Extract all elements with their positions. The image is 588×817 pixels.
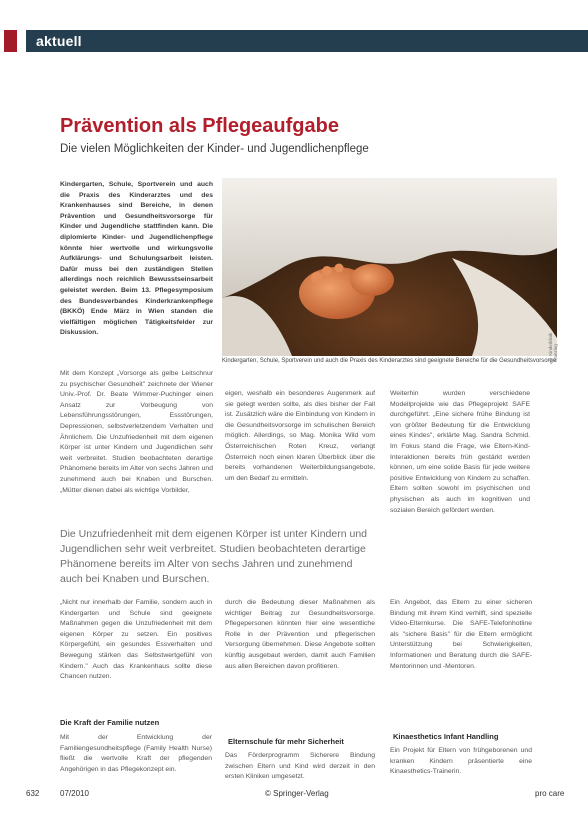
- subsection-1-text: [60, 733, 212, 775]
- bottom-column-2: [225, 598, 375, 672]
- subsection-3-text: [390, 746, 532, 778]
- bottom-column-2-paragraph: durch die Bedeutung dieser Maßnahmen als wichtiger Beitrag zur Gesundheitsvorsorge. Pflegepersonen könnten hier eine wesentliche Rolle in der Prävention und pflegerischen Versorgung übernehmen. Diese Angebote sollten künftig ausgebaut werden, damit auch Familien aus allen Bereichen davon profitieren.: [225, 599, 375, 670]
- section-header-bar: [26, 30, 588, 52]
- page-number: 632: [26, 789, 40, 798]
- subsection-3-paragraph: Ein Projekt für Eltern von frühgeborenen und kranken Kindern präsentierte eine Kinaesthetics-Trainerin.: [390, 747, 532, 776]
- bottom-column-3: [390, 598, 532, 672]
- baby-feet-photo: [222, 178, 557, 356]
- column-3-paragraph: Weiterhin wurden verschiedene Modellprojekte wie das Pflegeprojekt SAFE durchgeführt. „Eine sichere frühe Bindung ist von größter Bedeutung für die Entwicklung eines Kindes", erklärte Mag. Sandra Schmid. Im Fokus stand die Frage, wie Eltern-Kind-Interaktionen bereits früh gestärkt werden können, um eine solide Basis für jede weitere positive Entwicklung von Kindern zu schaffen. Eltern sollten sowohl im psychischen und physischen als auch im kognitiven und sozialen Bereich gefördert werden.: [390, 390, 530, 514]
- intro-text: Kindergarten, Schule, Sportverein und auch die Praxis des Kinderarztes und des Krankenhauses sind Bereiche, in denen Prävention und Gesundheitsvorsorge für Kinder und Jugendliche stattfinden kann. Die diplomierte Kinder- und Jugendlichenpflege könnte hier wertvolle und wirkungsvolle Aufklärungs- und Schulungsarbeit leisten. Dafür muss bei den zuständigen Stellen allerdings noch reichlich Bewusstseinsarbeit geleistet werden. Beim 13. Pflegesymposium des Bundesverbandes Kinderkrankenpflege (BKKÖ) Ende März in Wien standen die vielfältigen möglichen Tätigkeitsfelder zur Diskussion.: [60, 181, 213, 337]
- subhead-parent-school: Elternschule für mehr Sicherheit: [228, 737, 344, 746]
- column-2-paragraph: eigen, weshalb ein besonderes Augenmerk auf sie gelegt werden sollte, als dies bisher der Fall ist. Zusätzlich wäre die Einbindung von Kindern in die Gesundheitsvorsorge im schulischen Bereich möglich. Allerdings, so Mag. Monika Wild vom Österreichischen Roten Kreuz, verlangt Österreich noch einen klaren Überblick über die bereits vorhandenen Weiterbildungsangebote, um den Bedarf zu ermitteln.: [225, 390, 375, 482]
- section-accent-block: [4, 30, 17, 52]
- bottom-column-1-paragraph: „Nicht nur innerhalb der Familie, sondern auch in Kindergarten und Schule sind geeignete Maßnahmen gegen die Unzufriedenheit mit dem eigenen Körper zu setzen. Ein positives Körpergefühl, ein gesundes Essverhalten und Bewegung stärken das Selbstwertgefühl von Kindern." Auch das Krankenhaus sollte diese Chancen nutzen.: [60, 599, 212, 681]
- subhead-kinaesthetics: Kinaesthetics Infant Handling: [393, 732, 499, 741]
- column-1-text: [60, 369, 213, 496]
- photo-caption: Kindergarten, Schule, Sportverein und auch die Praxis des Kinderarztes sind geeignete Bereiche für die Gesundheitsvorsorge: [222, 358, 557, 364]
- article-title: Prävention als Pflegeaufgabe: [60, 115, 339, 137]
- subsection-1-paragraph: Mit der Entwicklung der Familiengesundheitspflege (Family Health Nurse) fließt die wertvolle Kraft der pflegenden Angehörigen in das Pflegekonzept ein.: [60, 734, 212, 773]
- column-2-text: [225, 389, 375, 484]
- article-subtitle: Die vielen Möglichkeiten der Kinder- und Jugendlichenpflege: [60, 143, 369, 155]
- article-intro: [60, 180, 213, 339]
- bottom-column-3-paragraph: Ein Angebot, das Eltern zu einer sicheren Bindung mit ihrem Kind verhilft, sind spezielle Video-Elternkurse. Die SAFE-Telefonhotline als "sichere Basis" für die Eltern ermöglicht Unterstützung bei Schwierigkeiten, Informationen und Beratung durch die SAFE-Mentorinnen und -Mentoren.: [390, 599, 532, 670]
- subhead-family-strength: Die Kraft der Familie nutzen: [60, 718, 160, 727]
- photo-credit: © Kinderklinik Glanzing: [548, 332, 558, 362]
- baby-feet-illustration: [222, 178, 557, 356]
- pull-quote: Die Unzufriedenheit mit dem eigenen Körper ist unter Kindern und Jugendlichen sehr weit verbreitet. Studien beobachteten derartige Phänomene bereits im Alter von sechs Jahren und zunehmend auch bei Knaben und Burschen.: [60, 528, 368, 585]
- bottom-column-1: [60, 598, 212, 683]
- publisher-label: © Springer-Verlag: [265, 789, 329, 798]
- column-1-paragraph: Mit dem Konzept „Vorsorge als gelbe Leitschnur zu psychischer Gesundheit" zeichnete der Wiener Univ.-Prof. Dr. Beate Wimmer-Puchinger einen Ansatz zur Vorbeugung von Lebensführungsstörungen, Essstörungen, Depressionen, selbstverletzendem Verhalten und Ähnlichem. Die Unzufriedenheit mit dem eigenen Körper ist unter Kindern und Jugendlichen sehr weit verbreitet. Studien beobachteten derartige Phänomene bereits im Alter von sechs Jahren und zunehmend auch bei Knaben und Burschen. „Mütter dienen dabei als wichtige Vorbilder,: [60, 370, 213, 494]
- column-3-text: [390, 389, 530, 516]
- subsection-2-paragraph: Das Förderprogramm Sicherere Bindung zwischen Eltern und Kind wird derzeit in den ersten Kliniken umgesetzt.: [225, 752, 375, 781]
- issue-number: 07/2010: [60, 789, 89, 798]
- subsection-2-text: [225, 751, 375, 783]
- magazine-name: pro care: [535, 789, 565, 798]
- section-label: aktuell: [36, 33, 82, 49]
